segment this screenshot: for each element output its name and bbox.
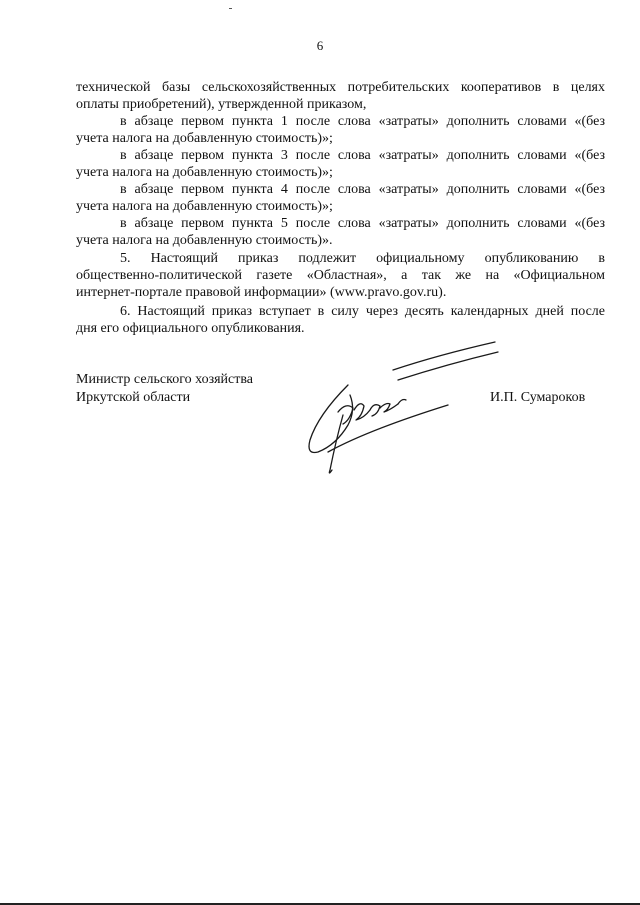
body-line-2: оплаты приобретений), утвержденной приказом, xyxy=(76,97,367,112)
body-line-5: в абзаце первом пункта 3 после слова «затраты» дополнить словами «(без xyxy=(120,148,605,163)
body-line-3: в абзаце первом пункта 1 после слова «затраты» дополнить словами «(без xyxy=(120,114,605,129)
body-line-8: учета налога на добавленную стоимость)»; xyxy=(76,199,333,214)
page-number: 6 xyxy=(316,38,324,53)
signatory-title-line-2: Иркутской области xyxy=(76,390,191,405)
body-line-7: в абзаце первом пункта 4 после слова «затраты» дополнить словами «(без xyxy=(120,182,605,197)
body-line-13: интернет-портале правовой информации» (www.pravo.gov.ru). xyxy=(76,285,447,300)
scan-mark xyxy=(229,8,232,9)
body-line-15: дня его официального опубликования. xyxy=(76,321,305,336)
body-line-12: общественно-политической газете «Областная», а так же на «Официальном xyxy=(76,268,605,283)
body-line-11: 5. Настоящий приказ подлежит официальному опубликованию в xyxy=(120,251,605,266)
signatory-name: И.П. Сумароков xyxy=(490,390,586,405)
body-line-10: учета налога на добавленную стоимость)». xyxy=(76,233,333,248)
handwritten-signature xyxy=(298,330,508,480)
body-line-14: 6. Настоящий приказ вступает в силу через десять календарных дней после xyxy=(120,304,605,319)
body-line-1: технической базы сельскохозяйственных потребительских кооперативов в целях xyxy=(76,80,605,95)
signatory-title-line-1: Министр сельского хозяйства xyxy=(76,372,253,387)
body-line-9: в абзаце первом пункта 5 после слова «затраты» дополнить словами «(без xyxy=(120,216,605,231)
body-line-4: учета налога на добавленную стоимость)»; xyxy=(76,131,333,146)
body-line-6: учета налога на добавленную стоимость)»; xyxy=(76,165,333,180)
